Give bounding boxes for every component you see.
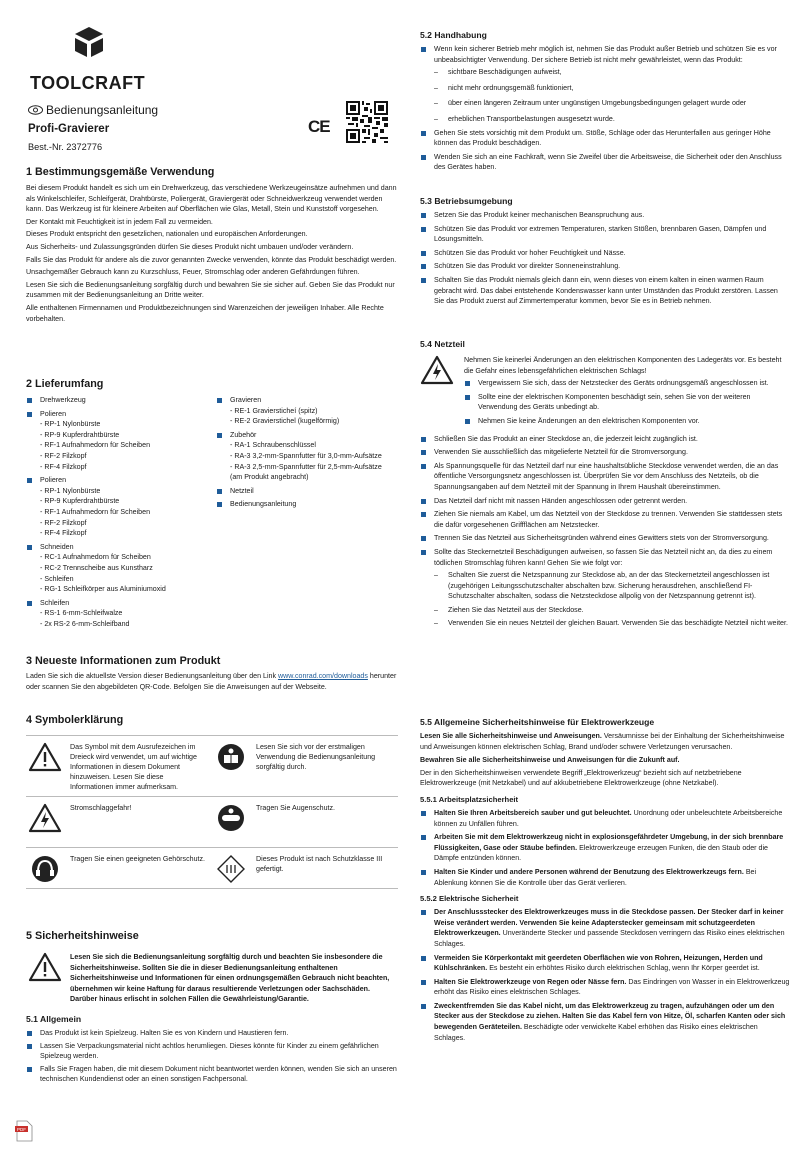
list-item: Schließen Sie das Produkt an einer Steckdose an, die jederzeit leicht zugänglich ist. [420,434,790,445]
s1-paragraph: Dieses Produkt entspricht den gesetzlichen, nationalen und europäischen Anforderungen. [26,230,308,239]
list-item: Verwenden Sie ausschließlich das mitgelieferte Netzteil für die Stromversorgung. [420,447,790,458]
section-5-5-2-title: 5.5.2 Elektrische Sicherheit [420,894,519,904]
list-item: Gravieren - RE-1 Graviersticheí (spitz) - RE-2 Gravierstichel (kugelförmig) [216,395,396,427]
list-item: Halten Sie Kinder und andere Personen während der Benutzung des Elektrowerkzeugs fern. Bei Ablenkung können Sie die Kontrolle über das Gerät verlieren. [420,867,790,888]
list-item: Lassen Sie Verpackungsmaterial nicht achtlos herumliegen. Dieses könnte für Kinder zu einem gefährlichen Spielzeug werden. [26,1041,398,1062]
read-manual-icon [214,742,248,772]
list-item: Zubehör - RA-1 Schraubenschlüssel - RA-3 3,2-mm-Spannfutter für 3,0-mm-Aufsätze - RA-3 2,5-mm-Spannfutter für 2,5-mm-Aufsätze (am Produkt angebracht) [216,430,396,483]
list-item: Sollte das Steckernetzteil Beschädigungen aufweisen, so fassen Sie das Netzteil nicht an, da dies zu einem tödlichen Stromschlag führen kann! Gehen Sie wie folgt vor: – Schalten Sie zuerst die Netzspannung zur Steckdose ab, an der das Steckernetzteil angeschlossen ist (zugehörigen Leitungsschutzschalter abschalten bzw. Sicherung herausdrehen, anschließend FI-Schutzschalter abschalten, sodass die Netzsteckdose allpolig von der Netzspannung getrennt ist). – Ziehen Sie das Netzteil aus der Steckdose. – Verwenden Sie ein neues Netzteil der gleichen Bauart. Verwenden Sie das beschädigte Netzteil nicht weiter. [420,547,790,629]
eye-protection-icon [214,803,248,833]
section-5-5-title: 5.5 Allgemeine Sicherheitshinweise für Elektrowerkzeuge [420,717,655,727]
toolcraft-logo-icon [73,26,105,58]
section-5-2-title: 5.2 Handhabung [420,30,487,40]
list-item: Sollte eine der elektrischen Komponenten beschädigt sein, sehen Sie von der weiteren Verwendung des Geräts unbedingt ab. [464,392,790,413]
protection-class-3-icon [214,854,248,884]
list-item: Wenn kein sicherer Betrieb mehr möglich ist, nehmen Sie das Produkt außer Betrieb und schützen Sie es vor unbeabsichtigter Verwendung. Der sichere Betrieb ist nicht mehr gewährleistet, wenn das Produkt: – sichtbare Beschädigungen aufweist, – nicht mehr ordnungsgemäß funktioniert, – über einen längeren Zeitraum unter ungünstigen Umgebungsbedingungen gelagert wurde oder – erheblichen Transportbelastungen ausgesetzt wurde. [420,44,790,125]
list-item: Schützen Sie das Produkt vor extremen Temperaturen, starken Stößen, brennbaren Gasen, Dämpfen und Lösungsmitteln. [420,224,790,245]
list-item: Das Netzteil darf nicht mit nassen Händen angeschlossen oder getrennt werden. [420,496,790,507]
list-item: Schützen Sie das Produkt vor hoher Feuchtigkeit und Nässe. [420,248,790,259]
doc-type: Bedienungsanleitung [46,103,159,117]
list-item: Schleifen - RS-1 6-mm-Schleifwalze - 2x RS-2 6-mm-Schleifband [26,598,216,630]
section-1-title: 1 Bestimmungsgemäße Verwendung [26,166,215,178]
dash-item: – nicht mehr ordnungsgemäß funktioniert, [434,83,790,94]
section-3-title: 3 Neueste Informationen zum Produkt [26,655,221,667]
dash-item: – erheblichen Transportbelastungen ausgesetzt wurde. [434,114,790,125]
s1-paragraph: Der Kontakt mit Feuchtigkeit ist in jedem Fall zu vermeiden. [26,217,213,226]
s55-paragraph: Lesen Sie alle Sicherheitshinweise und Anweisungen. Versäumnisse bei der Einhaltung der Sicherheitshinweise und Anweisungen können elektrischen Schlag, Brand und/oder schwere Verletzungen verursachen. [420,732,785,751]
list-item: Als Spannungsquelle für das Netzteil darf nur eine haushaltsübliche Steckdose verwendet werden, die an das öffentliche Versorgungsnetz angeschlossen ist. Überprüfen Sie vor dem Anschluss des Netzteils, ob die Spannungsangaben auf dem Netzteil mit der Spannung in Ihrem Haushalt übereinstimmen. [420,461,790,493]
product-title: Profi-Gravierer [28,123,110,135]
ear-protection-icon [28,854,62,884]
s1-paragraph: Bei diesem Produkt handelt es sich um ein Drehwerkzeug, das verschiedene Werkzeugeinsätze aufnehmen und dann als Winkelschleifer, Schleifgerät, Drahtbürste, Poliergerät, Graviergerät oder Schneidwerkzeug verwendet werden kann. Das Werkzeug ist für kleinere Arbeiten auf Oberflächen wie Glas, Metall, Stein und Kunststoff vorgesehen. [26,184,397,214]
section-5-3-title: 5.3 Betriebsumgebung [420,196,513,206]
list-item: Der Anschlussstecker des Elektrowerkzeuges muss in die Steckdose passen. Der Stecker darf in keiner Weise verändert werden. Verwenden Sie keine Adapterstecker gemeinsam mit schutzgeerdeten Elektrowerkzeugen. Unveränderte Stecker und passende Steckdosen verringern das Risiko eines elektrischen Schlages. [420,907,790,949]
dash-item: – Schalten Sie zuerst die Netzspannung zur Steckdose ab, an der das Steckernetzteil angeschlossen ist (zugehörigen Leitungsschutzschalter abschalten bzw. Sicherung herausdrehen, anschließend FI-Schutzschalter abschalten, sodass die Netzsteckdose allpolig von der Netzspannung getrennt ist). [434,570,790,602]
s1-paragraph: Alle enthaltenen Firmennamen und Produktbezeichnungen sind Warenzeichen der jeweiligen Inhaber. Alle Rechte vorbehalten. [26,303,384,323]
list-item: Drehwerkzeug [26,395,216,406]
section-5-title: 5 Sicherheitshinweise [26,930,139,942]
netzteil-warning: Nehmen Sie keinerlei Änderungen an den elektrischen Komponenten des Ladegeräts vor. Es besteht die Gefahr eines lebensgefährlichen elektrischen Schlags! [464,356,782,375]
downloads-link[interactable]: www.conrad.com/downloads [278,672,368,680]
section-5-5-1-title: 5.5.1 Arbeitsplatzsicherheit [420,794,519,804]
list-item: Schalten Sie das Produkt niemals gleich dann ein, wenn dieses von einem kalten in einen warmen Raum gebracht wird. Das dabei entstehende Kondenswasser kann unter Umständen das Produkt zerstören. Lassen Sie das Produkt zuerst auf Zimmertemperatur kommen, bevor Sie es in Betrieb nehmen. [420,275,790,307]
symbol-ear-text: Tragen Sie einen geeigneten Gehörschutz. [70,855,206,863]
s1-paragraph: Falls Sie das Produkt für andere als die zuvor genannten Zwecke verwenden, könnte das Produkt beschädigt werden. [26,255,397,264]
delivery-list-right [216,395,396,629]
section-4-title: 4 Symbolerklärung [26,714,124,726]
list-item: Das Produkt ist kein Spielzeug. Halten Sie es von Kindern und Haustieren fern. [26,1028,398,1039]
order-number: Best.-Nr. 2372776 [28,142,103,152]
delivery-list-left [26,395,216,629]
list-item: Arbeiten Sie mit dem Elektrowerkzeug nicht in explosionsgefährdeter Umgebung, in der sich brennbare Flüssigkeiten, Gase oder Stäube befinden. Elektrowerkzeuge erzeugen Funken, die den Staub oder die Dämpfe entzünden können. [420,832,790,864]
dash-item: – Ziehen Sie das Netzteil aus der Steckdose. [434,605,790,616]
s1-paragraph: Unsachgemäßer Gebrauch kann zu Kurzschluss, Feuer, Stromschlag oder anderen Gefährdungen führen. [26,268,360,277]
list-item: Ziehen Sie niemals am Kabel, um das Netzteil von der Steckdose zu trennen. Verwenden Sie stattdessen stets die dafür vorgesehenen Griffflächen am Netzstecker. [420,509,790,530]
list-item: Schützen Sie das Produkt vor direkter Sonneneinstrahlung. [420,261,790,272]
s1-paragraph: Aus Sicherheits- und Zulassungsgründen dürfen Sie dieses Produkt nicht umbauen und/oder verändern. [26,242,354,251]
brand-name: TOOLCRAFT [30,73,146,93]
list-item: Nehmen Sie keine Änderungen an den elektrischen Komponenten vor. [464,416,790,427]
safety-intro: Lesen Sie sich die Bedienungsanleitung sorgfältig durch und beachten Sie insbesondere die Sicherheitshinweise. Sollten Sie die in dieser Bedienungsanleitung enthaltenen Sicherheitshinweise und Informationen für einen ordnungsgemäßen Gebrauch nicht beachten, übernehmen wir keine Haftung für daraus resultierende Verletzungen oder Sachschäden. Darüber hinaus erlischt in solchen Fällen die Gewährleistung/Garantie. [70,953,390,1004]
ce-mark: CE [308,117,330,136]
list-item: Bedienungsanleitung [216,499,396,510]
symbol-eye-text: Tragen Sie Augenschutz. [256,804,336,812]
svg-text:PDF: PDF [17,1127,26,1132]
list-item: Setzen Sie das Produkt keiner mechanischen Beanspruchung aus. [420,210,790,221]
list-item: Schneiden - RC-1 Aufnahmedorn für Scheiben - RC-2 Trennscheibe aus Kunstharz - Schleifen - RG-1 Schleifkörper aus Aluminiumoxid [26,542,216,595]
s55-paragraph: Der in den Sicherheitshinweisen verwendete Begriff „Elektrowerkzeug“ bezieht sich auf netzbetriebene Elektrowerkzeuge (mit Netzkabel) und auf akkubetriebene Elektrowerkzeuge (ohne Netzkabel). [420,768,742,788]
s1-paragraph: Lesen Sie sich die Bedienungsanleitung sorgfältig durch und bewahren Sie sie sicher auf. Geben Sie das Produkt nur zusammen mit der Bedienungsanleitung an Dritte weiter. [26,280,395,300]
list-item: Netzteil [216,486,396,497]
s55-paragraph: Bewahren Sie alle Sicherheitshinweise und Anweisungen für die Zukunft auf. [420,756,680,765]
dash-item: – über einen längeren Zeitraum unter ungünstigen Umgebungsbedingungen gelagert wurde oder [434,98,790,109]
list-item: Zweckentfremden Sie das Kabel nicht, um das Elektrowerkzeug zu tragen, aufzuhängen oder um den Stecker aus der Steckdose zu ziehen. Halten Sie das Kabel fern von Hitze, Öl, scharfen Kanten oder sich bewegenden Geräteteilen. Beschädigte oder verwickelte Kabel erhöhen das Risiko eines elektrischen Schlages. [420,1001,790,1043]
warning-triangle-icon [28,742,62,772]
list-item: Vergewissern Sie sich, dass der Netzstecker des Geräts ordnungsgemäß angeschlossen ist. [464,378,790,389]
electric-shock-icon [420,355,454,385]
list-item: Halten Sie Elektrowerkzeuge von Regen oder Nässe fern. Das Eindringen von Wasser in ein Elektrowerkzeug erhöht das Risiko eines elektrischen Schlages. [420,977,790,998]
section-2-title: 2 Lieferumfang [26,378,104,390]
list-item: Falls Sie Fragen haben, die mit diesem Dokument nicht beantwortet werden können, wenden Sie sich an unseren technischen Kundendienst oder an einen sonstigen Fachpersonal. [26,1064,398,1085]
symbol-read-text: Lesen Sie sich vor der erstmaligen Verwendung die Bedienungsanleitung sorgfältig durch. [256,743,376,771]
s3-paragraph: Laden Sie sich die aktuellste Version dieser Bedienungsanleitung über den Link www.conrad.com/downloads herunter oder scannen Sie den abgebildeten QR-Code. Befolgen Sie die Anweisungen auf der Webseite. [26,672,397,691]
symbol-class3-text: Dieses Produkt ist nach Schutzklasse III gefertigt. [256,855,383,873]
eye-icon [28,105,43,115]
list-item: Halten Sie Ihren Arbeitsbereich sauber und gut beleuchtet. Unordnung oder unbeleuchtete Arbeitsbereiche können zu Unfällen führen. [420,808,790,829]
electric-shock-icon [28,803,62,833]
symbol-shock-text: Stromschlaggefahr! [70,804,132,812]
section-5-4-title: 5.4 Netzteil [420,339,465,349]
dash-item: – sichtbare Beschädigungen aufweist, [434,67,790,78]
dash-item: – Verwenden Sie ein neues Netzteil der gleichen Bauart. Verwenden Sie das beschädigte Netzteil nicht weiter. [434,618,790,629]
list-item: Gehen Sie stets vorsichtig mit dem Produkt um. Stöße, Schläge oder das Herunterfallen aus geringer Höhe können das Produkt beschädigen. [420,128,790,149]
warning-triangle-icon [28,952,62,982]
symbol-warning-text: Das Symbol mit dem Ausrufezeichen im Dreieck wird verwendet, um auf wichtige Informationen in diesem Dokument hinzuweisen. Lesen Sie diese Informationen immer aufmerksam. [70,743,197,791]
list-item: Polieren - RP-1 Nylonbürste - RP-9 Kupferdrahtbürste - RF-1 Aufnahmedorn für Scheiben - RF-2 Filzkopf - RF-4 Filzkopf [26,409,216,473]
list-item: Vermeiden Sie Körperkontakt mit geerdeten Oberflächen wie von Rohren, Heizungen, Herden und Kühlschränken. Es besteht ein erhöhtes Risiko durch elektrischen Schlag, wenn Ihr Körper geerdet ist. [420,953,790,974]
list-item: Polieren - RP-1 Nylonbürste - RP-9 Kupferdrahtbürste - RF-1 Aufnahmedorn für Scheiben - RF-2 Filzkopf - RF-4 Filzkopf [26,475,216,539]
list-item: Trennen Sie das Netzteil aus Sicherheitsgründen während eines Gewitters stets von der Stromversorgung. [420,533,790,544]
section-5-1-title: 5.1 Allgemein [26,1013,82,1024]
symbol-table [26,735,398,889]
qr-code[interactable] [346,101,388,143]
pdf-icon[interactable] [14,1120,34,1142]
list-item: Wenden Sie sich an eine Fachkraft, wenn Sie Zweifel über die Arbeitsweise, die Sicherheit oder den Anschluss des Gerätes haben. [420,152,790,173]
